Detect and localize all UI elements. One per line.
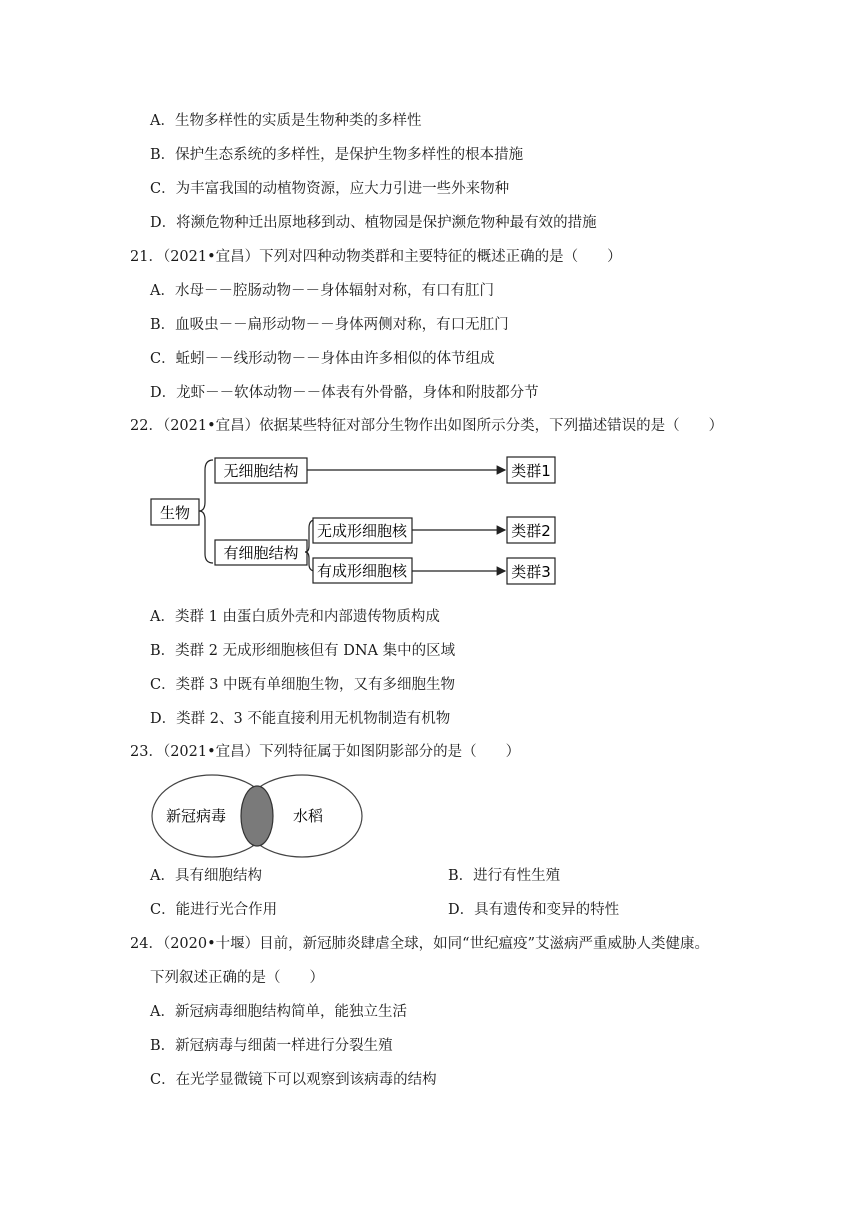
group2-label: 类群2 bbox=[511, 522, 551, 540]
classification-diagram bbox=[145, 450, 565, 590]
venn-left-label: 新冠病毒 bbox=[165, 807, 227, 825]
branch1-label: 无细胞结构 bbox=[223, 462, 299, 480]
q21-option-c: C．蚯蚓－－线形动物－－身体由许多相似的体节组成 bbox=[150, 351, 495, 367]
sub1-label: 无成形细胞核 bbox=[316, 522, 408, 540]
q22-option-b: B．类群 2 无成形细胞核但有 DNA 集中的区域 bbox=[150, 643, 456, 659]
branch2-label: 有细胞结构 bbox=[223, 544, 299, 562]
q22-option-c: C．类群 3 中既有单细胞生物，又有多细胞生物 bbox=[150, 677, 456, 693]
q24-stem-line1: 24．（2020•十堰）目前，新冠肺炎肆虐全球，如同“世纪瘟疫”艾滋病严重威胁人类健康。 bbox=[130, 936, 709, 952]
q20-option-c: C．为丰富我国的动植物资源，应大力引进一些外来物种 bbox=[150, 181, 510, 197]
q21-option-d: D．龙虾－－软体动物－－体表有外骨骼，身体和附肢都分节 bbox=[150, 385, 539, 401]
q23-option-a: A．具有细胞结构 bbox=[150, 868, 262, 884]
q20-option-a: A．生物多样性的实质是生物种类的多样性 bbox=[150, 113, 422, 129]
q23-option-d: D．具有遗传和变异的特性 bbox=[448, 902, 620, 918]
q24-option-c: C．在光学显微镜下可以观察到该病毒的结构 bbox=[150, 1072, 437, 1088]
root-label: 生物 bbox=[159, 504, 191, 522]
q23-option-b: B．进行有性生殖 bbox=[448, 868, 561, 884]
venn-diagram bbox=[150, 773, 365, 859]
q20-option-b: B．保护生态系统的多样性，是保护生物多样性的根本措施 bbox=[150, 147, 524, 163]
q24-stem-line2: 下列叙述正确的是（ ） bbox=[150, 970, 324, 986]
group3-label: 类群3 bbox=[511, 563, 551, 581]
q24-option-b: B．新冠病毒与细菌一样进行分裂生殖 bbox=[150, 1038, 393, 1054]
venn-right-label: 水稻 bbox=[292, 807, 324, 825]
q23-option-c: C．能进行光合作用 bbox=[150, 902, 278, 918]
venn-intersection bbox=[241, 786, 273, 846]
q24-option-a: A．新冠病毒细胞结构简单，能独立生活 bbox=[150, 1004, 407, 1020]
q20-option-d: D．将濒危物种迁出原地移到动、植物园是保护濒危物种最有效的措施 bbox=[150, 215, 597, 231]
q22-option-d: D．类群 2、3 不能直接利用无机物制造有机物 bbox=[150, 711, 451, 727]
q22-option-a: A．类群 1 由蛋白质外壳和内部遗传物质构成 bbox=[150, 609, 440, 625]
q21-stem: 21．（2021•宜昌）下列对四种动物类群和主要特征的概述正确的是（ ） bbox=[130, 249, 622, 265]
brace-left bbox=[199, 460, 213, 563]
sub2-label: 有成形细胞核 bbox=[316, 562, 408, 580]
q22-stem: 22．（2021•宜昌）依据某些特征对部分生物作出如图所示分类，下列描述错误的是（ ） bbox=[130, 418, 724, 434]
q21-option-b: B．血吸虫－－扁形动物－－身体两侧对称，有口无肛门 bbox=[150, 317, 509, 333]
q21-option-a: A．水母－－腔肠动物－－身体辐射对称，有口有肛门 bbox=[150, 283, 494, 299]
group1-label: 类群1 bbox=[511, 462, 551, 480]
q23-stem: 23．（2021•宜昌）下列特征属于如图阴影部分的是（ ） bbox=[130, 744, 521, 760]
